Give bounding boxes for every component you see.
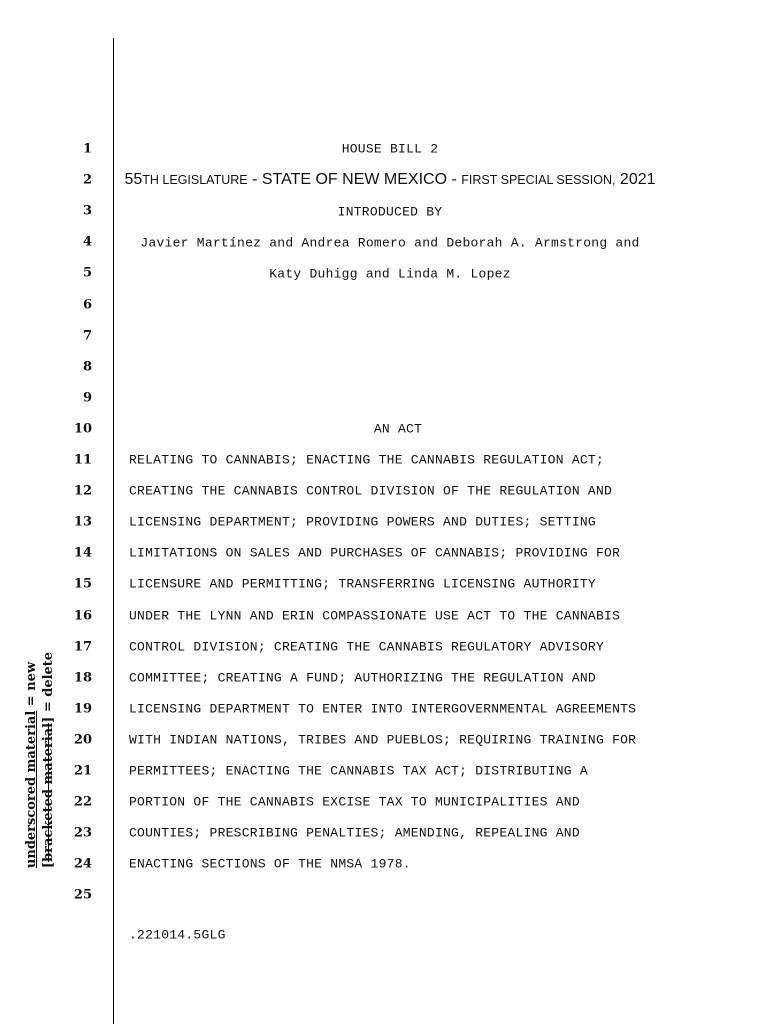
legend-open-bracket: [ bbox=[41, 861, 56, 869]
act-title-line: COUNTIES; PRESCRIBING PENALTIES; AMENDING, REPEALING AND bbox=[129, 825, 580, 841]
legend-new-row bbox=[23, 652, 40, 868]
legislature-number: 55 bbox=[124, 171, 143, 188]
line-number: 5 bbox=[82, 265, 92, 281]
line-number: 6 bbox=[82, 297, 92, 312]
session-name: FIRST SPECIAL SESSION, bbox=[461, 173, 616, 187]
line-number: 8 bbox=[82, 359, 92, 375]
line-number: 24 bbox=[73, 856, 92, 872]
line-number: 4 bbox=[82, 234, 92, 250]
line-number: 23 bbox=[73, 825, 92, 841]
bill-number: HOUSE BILL 2 bbox=[341, 141, 439, 157]
legend-delete-marked: bracketed material bbox=[41, 722, 56, 862]
line-number: 2 bbox=[82, 172, 92, 188]
act-title-line: WITH INDIAN NATIONS, TRIBES AND PUEBLOS; REQUIRING TRAINING FOR bbox=[129, 732, 637, 748]
session-separator-1: - bbox=[247, 171, 262, 188]
act-title-line: COMMITTEE; CREATING A FUND; AUTHORIZING THE REGULATION AND bbox=[129, 670, 596, 686]
sponsors-line-1: Javier Martínez and Andrea Romero and Deborah A. Armstrong and bbox=[140, 235, 640, 251]
margin-rule bbox=[113, 38, 114, 1024]
act-title-line: UNDER THE LYNN AND ERIN COMPASSIONATE USE ACT TO THE CANNABIS bbox=[129, 608, 621, 623]
introduced-by: INTRODUCED BY bbox=[337, 204, 443, 220]
legend-new-marked: underscored material bbox=[24, 710, 39, 869]
line-number: 12 bbox=[73, 483, 92, 499]
legend-close-bracket: ] bbox=[41, 716, 56, 723]
amendment-legend bbox=[23, 652, 57, 868]
act-title-line: LICENSING DEPARTMENT TO ENTER INTO INTERGOVERNMENTAL AGREEMENTS bbox=[129, 701, 637, 717]
act-title-line: CREATING THE CANNABIS CONTROL DIVISION OF THE REGULATION AND bbox=[129, 483, 613, 499]
legend-delete-suffix: = delete bbox=[41, 651, 56, 717]
bill-code: .221014.5GLG bbox=[129, 927, 226, 943]
line-number: 14 bbox=[73, 545, 92, 561]
line-number: 16 bbox=[73, 608, 92, 623]
line-number: 21 bbox=[73, 763, 92, 779]
sponsors-line-2: Katy Duhigg and Linda M. Lopez bbox=[269, 266, 511, 282]
line-number: 19 bbox=[73, 701, 92, 717]
line-number: 13 bbox=[73, 514, 92, 530]
act-title-line: ENACTING SECTIONS OF THE NMSA 1978. bbox=[129, 856, 411, 872]
session-separator-2: - bbox=[447, 171, 462, 188]
line-number: 20 bbox=[73, 732, 92, 748]
line-number: 22 bbox=[73, 794, 92, 810]
line-number: 18 bbox=[73, 670, 92, 686]
session-heading bbox=[120, 171, 660, 189]
legend-new-suffix: = new bbox=[24, 661, 39, 711]
session-year: 2021 bbox=[615, 171, 656, 188]
line-number: 11 bbox=[73, 452, 92, 468]
act-title-line: PORTION OF THE CANNABIS EXCISE TAX TO MUNICIPALITIES AND bbox=[129, 794, 580, 810]
act-title-line: RELATING TO CANNABIS; ENACTING THE CANNABIS REGULATION ACT; bbox=[129, 452, 605, 468]
act-title: AN ACT bbox=[373, 421, 423, 437]
act-title-line: LICENSURE AND PERMITTING; TRANSFERRING LICENSING AUTHORITY bbox=[129, 576, 596, 592]
line-number: 15 bbox=[73, 576, 92, 592]
act-title-line: LICENSING DEPARTMENT; PROVIDING POWERS AND DUTIES; SETTING bbox=[129, 514, 596, 530]
line-number: 25 bbox=[73, 887, 92, 903]
line-number: 17 bbox=[73, 639, 92, 655]
act-title-line: PERMITTEES; ENACTING THE CANNABIS TAX ACT; DISTRIBUTING A bbox=[129, 763, 588, 779]
line-number: 10 bbox=[73, 421, 92, 437]
act-title-line: CONTROL DIVISION; CREATING THE CANNABIS REGULATORY ADVISORY bbox=[129, 639, 605, 655]
line-number: 3 bbox=[82, 203, 92, 219]
state-name: STATE OF NEW MEXICO bbox=[261, 171, 448, 188]
legislature-label: TH LEGISLATURE bbox=[142, 173, 248, 187]
line-number: 9 bbox=[82, 390, 92, 406]
legend-delete-row bbox=[40, 652, 57, 868]
act-title-line: LIMITATIONS ON SALES AND PURCHASES OF CANNABIS; PROVIDING FOR bbox=[129, 545, 621, 561]
line-number: 1 bbox=[82, 141, 92, 157]
line-number: 7 bbox=[82, 328, 92, 344]
